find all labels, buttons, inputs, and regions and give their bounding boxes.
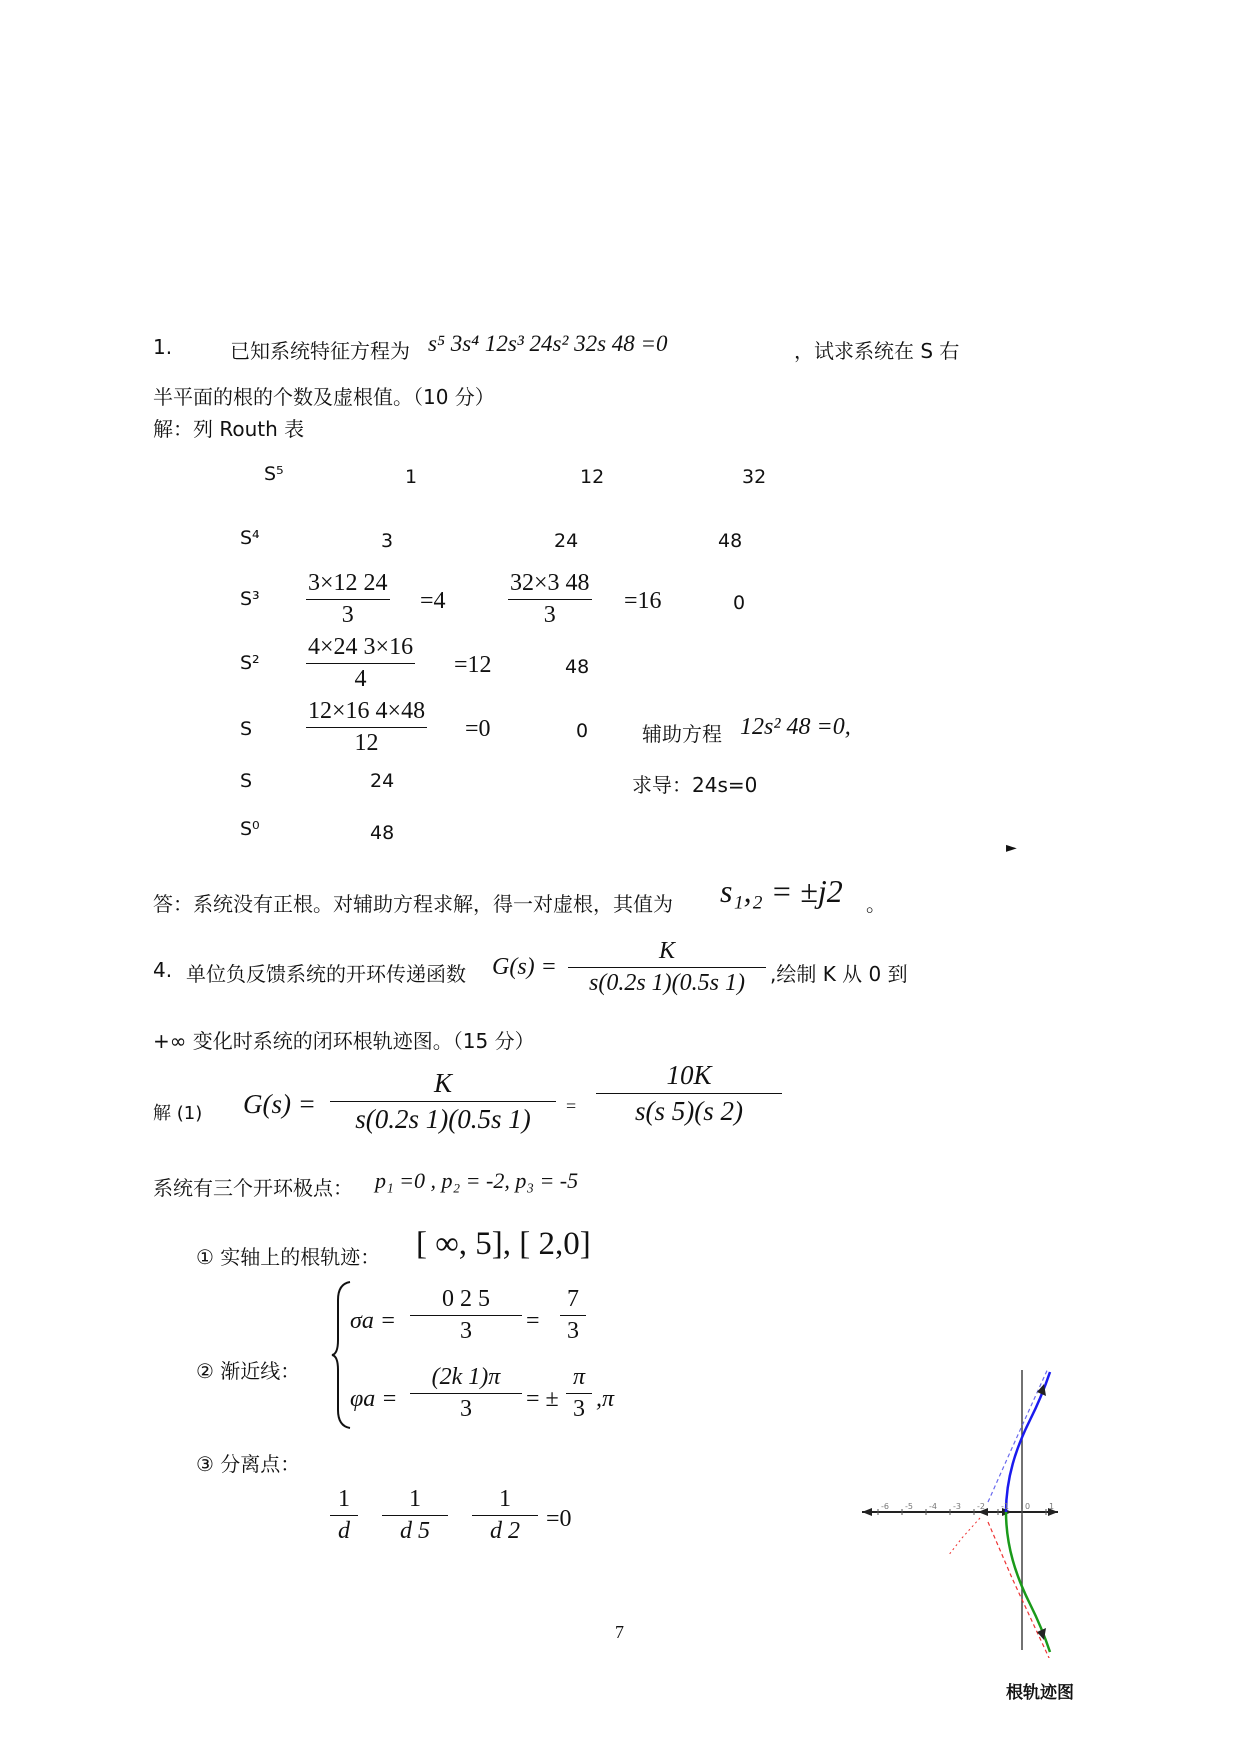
fraction-numerator: 1 bbox=[472, 1486, 538, 1516]
routh-cell: 0 bbox=[576, 720, 589, 742]
fraction-denominator: 12 bbox=[354, 730, 379, 756]
fraction-denominator: d bbox=[338, 1518, 350, 1544]
routh-cell: 1 bbox=[405, 466, 418, 488]
q1-line2: 半平面的根的个数及虚根值。（10 分） bbox=[153, 385, 495, 409]
q4-transfer-function: G(s) = bbox=[492, 954, 557, 980]
fraction-numerator: K bbox=[330, 1068, 556, 1102]
q4-number: 4. bbox=[153, 958, 173, 982]
routh-row-label: S⁵ bbox=[264, 463, 284, 485]
fraction-denominator: 4 bbox=[354, 666, 367, 692]
x-tick-label: -6 bbox=[881, 1502, 889, 1511]
routh-cell: 24 bbox=[370, 770, 395, 792]
poles-values: p₁ =0 , p₂ = -2, p₃ = -5 bbox=[375, 1168, 579, 1193]
routh-result: =0 bbox=[465, 716, 491, 742]
fraction-numerator: 32×3 48 bbox=[508, 570, 592, 600]
aux-equation-label: 辅助方程 bbox=[642, 722, 722, 746]
routh-result: =16 bbox=[624, 588, 662, 614]
q1-prompt-post: ，试求系统在 S 右 bbox=[794, 339, 960, 363]
x-tick-label: 0 bbox=[1025, 1502, 1031, 1511]
sigma-fraction bbox=[410, 1286, 522, 1345]
answer-value: s₁,₂ = ±j2 bbox=[720, 873, 843, 909]
fraction-numerator: π bbox=[566, 1364, 592, 1394]
poles-label: 系统有三个开环极点： bbox=[153, 1176, 353, 1200]
breakaway-equals: =0 bbox=[546, 1506, 572, 1532]
q1-prompt-pre: 已知系统特征方程为 bbox=[230, 339, 410, 363]
phi-label: φa = bbox=[350, 1386, 398, 1412]
phi-result-fraction bbox=[566, 1364, 592, 1423]
fraction-numerator: 0 2 5 bbox=[410, 1286, 522, 1316]
answer-end: 。 bbox=[866, 892, 886, 916]
breakaway-fraction bbox=[382, 1486, 448, 1545]
root-locus-figure bbox=[860, 1368, 1070, 1658]
breakaway-fraction bbox=[472, 1486, 538, 1545]
x-tick-label: -4 bbox=[929, 1502, 937, 1511]
arrow-marker: ► bbox=[1006, 840, 1017, 856]
q4-prompt-pre: 单位负反馈系统的开环传递函数 bbox=[186, 962, 466, 986]
routh-row-label: S² bbox=[240, 652, 260, 674]
routh-result: =4 bbox=[420, 588, 446, 614]
arrow-left-icon bbox=[862, 1508, 872, 1516]
routh-row-label: S bbox=[240, 770, 253, 792]
routh-cell: 3 bbox=[381, 530, 394, 552]
asymptote-lower bbox=[988, 1522, 1050, 1658]
fraction-numerator: 7 bbox=[560, 1286, 586, 1316]
x-tick-labels bbox=[878, 1502, 1054, 1515]
q1-equation: s⁵ 3s⁴ 12s³ 24s² 32s 48 =0 bbox=[428, 331, 668, 356]
aux-equation: 12s² 48 =0, bbox=[740, 714, 851, 740]
asymptote-left bbox=[948, 1518, 980, 1556]
sigma-label: σa = bbox=[350, 1308, 397, 1334]
routh-cell: 48 bbox=[565, 656, 590, 678]
phi-tail: ,π bbox=[596, 1386, 615, 1412]
breakaway-fraction bbox=[330, 1486, 358, 1545]
derivative-text: 求导：24s=0 bbox=[632, 773, 758, 797]
routh-cell: 48 bbox=[718, 530, 743, 552]
routh-cell: 12 bbox=[580, 466, 605, 488]
fraction-denominator: 3 bbox=[341, 602, 354, 628]
fraction-numerator: (2k 1)π bbox=[410, 1364, 522, 1394]
routh-row-label: S³ bbox=[240, 588, 260, 610]
solution-4-fraction bbox=[330, 1068, 556, 1135]
routh-row-label: S⁰ bbox=[240, 818, 260, 840]
fraction-numerator: 4×24 3×16 bbox=[306, 634, 415, 664]
fraction-denominator: 3 bbox=[567, 1318, 579, 1344]
x-tick-label: 1 bbox=[1049, 1502, 1055, 1511]
routh-fraction bbox=[306, 698, 427, 757]
x-tick-label: -1 bbox=[1001, 1502, 1009, 1511]
routh-fraction bbox=[306, 570, 390, 629]
solution-4-g: G(s) = bbox=[243, 1089, 316, 1119]
sigma-result-fraction bbox=[560, 1286, 586, 1345]
phi-fraction bbox=[410, 1364, 522, 1423]
fraction-denominator: s(0.2s 1)(0.5s 1) bbox=[589, 970, 745, 996]
fraction-denominator: d 2 bbox=[490, 1518, 520, 1544]
routh-fraction bbox=[306, 634, 415, 693]
q4-prompt-post: ,绘制 K 从 0 到 bbox=[770, 962, 908, 986]
fraction-numerator: 1 bbox=[330, 1486, 358, 1516]
solution-4-fraction bbox=[596, 1060, 782, 1127]
fraction-denominator: 3 bbox=[543, 602, 556, 628]
fraction-numerator: 10K bbox=[596, 1060, 782, 1094]
step-2-label: ② 渐近线： bbox=[196, 1359, 301, 1383]
fraction-numerator: 3×12 24 bbox=[306, 570, 390, 600]
fraction-denominator: d 5 bbox=[400, 1518, 430, 1544]
q4-fraction bbox=[568, 938, 766, 997]
fraction-denominator: s(s 5)(s 2) bbox=[635, 1096, 743, 1126]
step-3-label: ③ 分离点： bbox=[196, 1452, 301, 1476]
fraction-denominator: 3 bbox=[460, 1318, 472, 1344]
q1-number: 1. bbox=[153, 335, 173, 359]
routh-row-label: S⁴ bbox=[240, 527, 260, 549]
fraction-numerator: 1 bbox=[382, 1486, 448, 1516]
routh-cell: 0 bbox=[733, 592, 746, 614]
solution-4-label: 解 (1) bbox=[153, 1103, 203, 1124]
x-tick-label: -2 bbox=[977, 1502, 985, 1511]
answer-text: 答：系统没有正根。对辅助方程求解，得一对虚根，其值为 bbox=[153, 892, 673, 916]
routh-cell: 32 bbox=[742, 466, 767, 488]
fraction-numerator: K bbox=[568, 938, 766, 968]
equals-sign: = bbox=[566, 1096, 577, 1116]
figure-caption: 根轨迹图 bbox=[1006, 1683, 1074, 1703]
routh-result: =12 bbox=[454, 652, 492, 678]
fraction-denominator: 3 bbox=[460, 1396, 472, 1422]
step-1-label: ① 实轴上的根轨迹： bbox=[196, 1245, 381, 1269]
fraction-denominator: 3 bbox=[573, 1396, 585, 1422]
q4-line2: +∞ 变化时系统的闭环根轨迹图。（15 分） bbox=[153, 1029, 535, 1053]
step-1-value: [ ∞, 5], [ 2,0] bbox=[416, 1226, 591, 1262]
phi-equals: = ± bbox=[526, 1386, 559, 1412]
routh-fraction bbox=[508, 570, 592, 629]
routh-cell: 48 bbox=[370, 822, 395, 844]
solution-label: 解：列 Routh 表 bbox=[153, 417, 305, 441]
sigma-equals: = bbox=[526, 1308, 540, 1334]
fraction-denominator: s(0.2s 1)(0.5s 1) bbox=[355, 1104, 531, 1134]
routh-row-label: S bbox=[240, 718, 253, 740]
page-number: 7 bbox=[615, 1622, 624, 1642]
fraction-numerator: 12×16 4×48 bbox=[306, 698, 427, 728]
x-tick-label: -5 bbox=[905, 1502, 913, 1511]
x-tick-label: -3 bbox=[953, 1502, 961, 1511]
routh-cell: 24 bbox=[554, 530, 579, 552]
